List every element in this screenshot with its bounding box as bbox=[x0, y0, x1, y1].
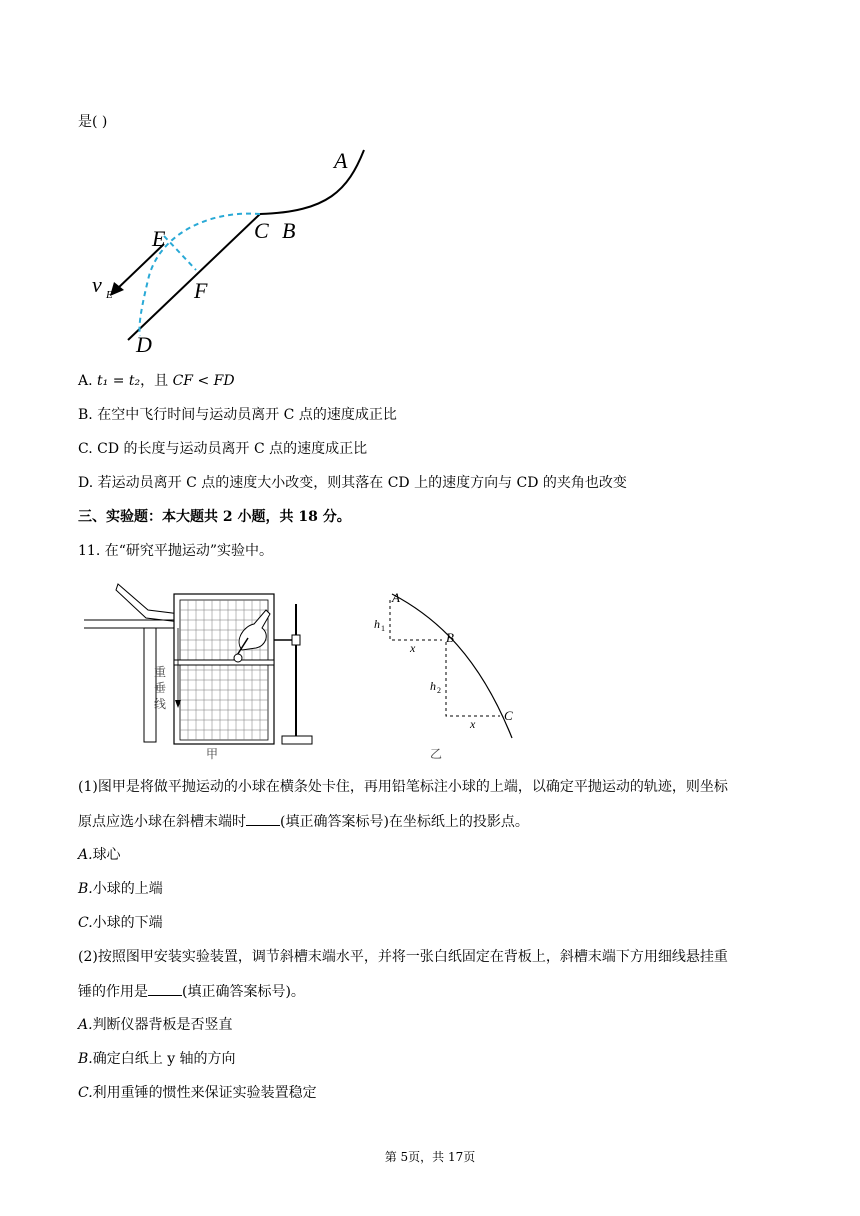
label-jia: 甲 bbox=[206, 747, 219, 760]
ef-dashed bbox=[164, 236, 196, 270]
trajectory-figure-yi bbox=[368, 588, 528, 760]
label-v-sub: E bbox=[106, 289, 113, 301]
label-B: B bbox=[282, 218, 296, 243]
label-yi: 乙 bbox=[430, 747, 443, 760]
label-x1: x bbox=[410, 641, 416, 655]
label-F: F bbox=[194, 278, 208, 303]
plumb-text-1: 重 bbox=[154, 665, 167, 679]
label-A: A bbox=[334, 148, 348, 173]
board bbox=[174, 594, 274, 744]
apparatus-figure-jia bbox=[84, 580, 324, 760]
ball bbox=[234, 654, 242, 662]
label-yi-A: A bbox=[392, 590, 400, 605]
h2-x2-dashed bbox=[446, 642, 500, 716]
q11-part1-option-c: C.小球的下端 bbox=[78, 915, 163, 931]
q10-option-c: C. CD 的长度与运动员离开 C 点的速度成正比 bbox=[78, 441, 368, 457]
label-yi-B: B bbox=[446, 630, 454, 645]
label-yi-C: C bbox=[504, 708, 513, 723]
label-h1: h bbox=[374, 617, 380, 631]
q11-stem: 11. 在“研究平抛运动”实验中。 bbox=[78, 543, 274, 559]
q11-part1-option-b: B.小球的上端 bbox=[78, 881, 163, 897]
label-x2: x bbox=[470, 717, 476, 731]
h1-x1-dashed bbox=[390, 600, 442, 640]
q11-part1-line1: (1)图甲是将做平抛运动的小球在横条处卡住，再用铅笔标注小球的上端，以确定平抛运动的轨迹，则坐标 bbox=[78, 779, 728, 795]
q11-part1-line2: 原点应选小球在斜槽末端时 (填正确答案标号)在坐标纸上的投影点。 bbox=[78, 811, 529, 832]
q11-part2-option-b: B.确定白纸上 y 轴的方向 bbox=[78, 1051, 236, 1067]
label-h1-sub: 1 bbox=[381, 624, 385, 633]
label-h2: h bbox=[430, 679, 436, 693]
ramp-curve bbox=[260, 150, 364, 214]
ski-jump-figure bbox=[78, 140, 378, 360]
stand-base bbox=[282, 736, 312, 744]
section-title: 三、实验题：本大题共 2 小题，共 18 分。 bbox=[78, 509, 351, 525]
q11-part2-line2: 锤的作用是 (填正确答案标号)。 bbox=[78, 981, 305, 1002]
chute bbox=[116, 584, 180, 622]
q11-part1-option-a: A.球心 bbox=[78, 847, 121, 863]
page-footer: 第 5页，共 17页 bbox=[384, 1150, 476, 1164]
answer-blank-2[interactable] bbox=[148, 981, 182, 996]
q10-option-d: D. 若运动员离开 C 点的速度大小改变，则其落在 CD 上的速度方向与 CD 的夹角也改变 bbox=[78, 475, 627, 491]
q11-part2-option-a: A.判断仪器背板是否竖直 bbox=[78, 1017, 233, 1033]
label-E: E bbox=[152, 226, 166, 251]
label-C: C bbox=[254, 218, 269, 243]
crossbar bbox=[174, 660, 274, 665]
label-h2-sub: 2 bbox=[437, 686, 441, 695]
plumb-text-3: 线 bbox=[154, 697, 167, 711]
q10-option-b: B. 在空中飞行时间与运动员离开 C 点的速度成正比 bbox=[78, 407, 397, 423]
label-D: D bbox=[136, 332, 152, 357]
answer-blank-1[interactable] bbox=[246, 811, 280, 826]
q11-part2-line1: (2)按照图甲安装实验装置，调节斜槽末端水平，并将一张白纸固定在背板上，斜槽末端下方用细线悬挂重 bbox=[78, 949, 728, 965]
q11-part2-option-c: C.利用重锤的惯性来保证实验装置稳定 bbox=[78, 1085, 317, 1101]
label-v: v bbox=[92, 272, 102, 297]
q10-option-a: A. t₁ = t₂，且 CF < FD bbox=[78, 373, 235, 389]
question-tail: 是( ) bbox=[78, 114, 108, 130]
plumb-text-2: 垂 bbox=[154, 681, 167, 695]
